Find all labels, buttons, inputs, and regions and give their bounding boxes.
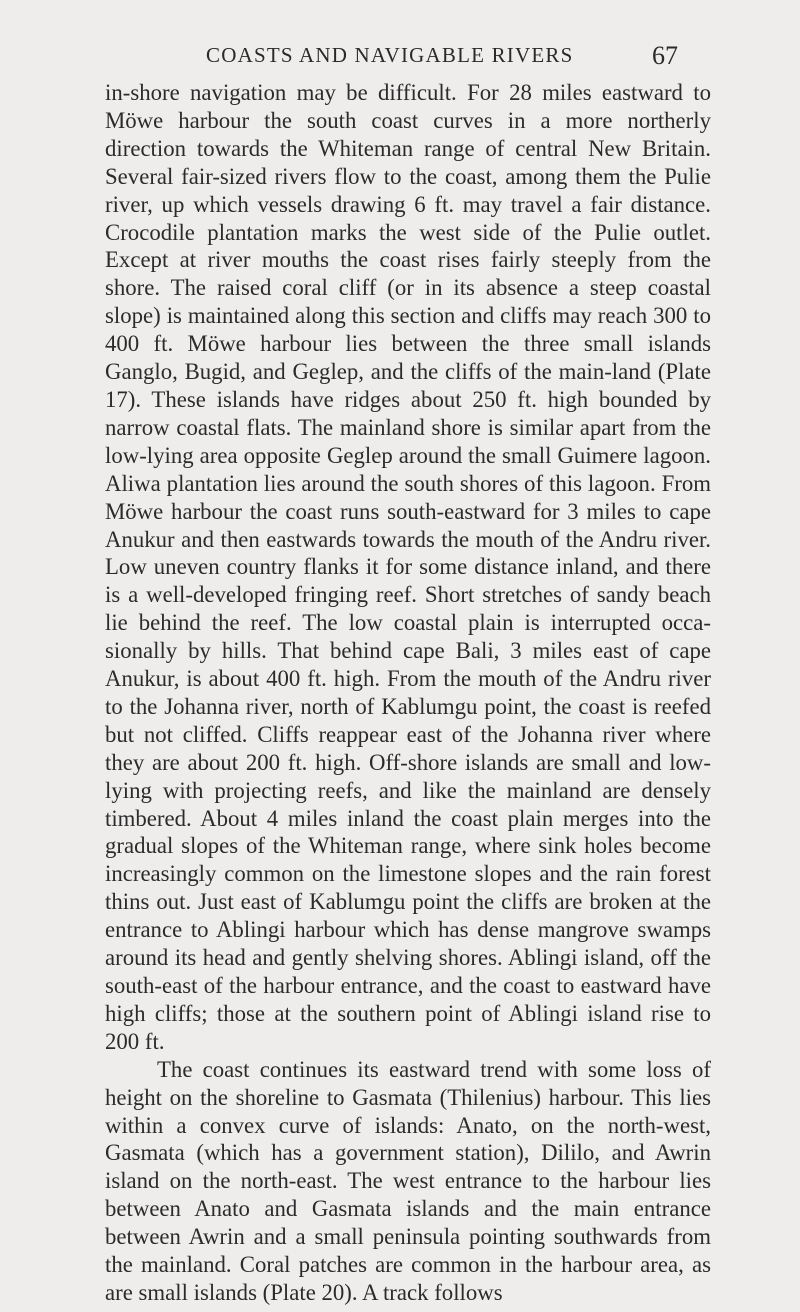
running-title: COASTS AND NAVIGABLE RIVERS: [206, 43, 574, 67]
page-number: 67: [652, 41, 678, 70]
body-text: [105, 79, 711, 1307]
running-head: [0, 43, 800, 73]
paragraph-2: The coast continues its eastward trend with some loss of height on the shoreline to Gasmata (Thilenius) harbour. This lies within a convex curve of islands: Anato, on the north-west, Gasmata (which has a government station), Dililo, and Awrin island on the north-east. The west entrance to the harbour lies between Anato and Gasmata islands and the main entrance between Awrin and a small peninsula pointing southwards from the mainland. Coral patches are common in the harbour area, as are small islands (Plate 20). A track follows: [105, 1056, 711, 1305]
paragraph-1: in-shore navigation may be difficult. For 28 miles eastward to Möwe harbour the south coast curves in a more northerly direction towards the Whiteman range of central New Britain. Several fair-sized rivers flow to the coast, among them the Pulie river, up which vessels drawing 6 ft. may travel a fair distance. Crocodile plantation marks the west side of the Pulie outlet. Except at river mouths the coast rises fairly steeply from the shore. The raised coral cliff (or in its absence a steep coastal slope) is maintained along this section and cliffs may reach 300 to 400 ft. Möwe harbour lies between the three small islands Ganglo, Bugid, and Geglep, and the cliffs of the main-land (Plate 17). These islands have ridges about 250 ft. high bounded by narrow coastal flats. The mainland shore is similar apart from the low-lying area opposite Geglep around the small Guimere lagoon. Aliwa plantation lies around the south shores of this lagoon. From Möwe harbour the coast runs south-eastward for 3 miles to cape Anukur and then eastwards towards the mouth of the Andru river. Low uneven country flanks it for some distance inland, and there is a well-developed fringing reef. Short stretches of sandy beach lie behind the reef. The low coastal plain is interrupted occa-sionally by hills. That behind cape Bali, 3 miles east of cape Anukur, is about 400 ft. high. From the mouth of the Andru river to the Johanna river, north of Kablumgu point, the coast is reefed but not cliffed. Cliffs reappear east of the Johanna river where they are about 200 ft. high. Off-shore islands are small and low-lying with projecting reefs, and like the mainland are densely timbered. About 4 miles inland the coast plain merges into the gradual slopes of the Whiteman range, where sink holes become increasingly common on the limestone slopes and the rain forest thins out. Just east of Kablumgu point the cliffs are broken at the entrance to Ablingi harbour which has dense mangrove swamps around its head and gently shelving shores. Ablingi island, off the south-east of the harbour entrance, and the coast to eastward have high cliffs; those at the southern point of Ablingi island rise to 200 ft.: [105, 80, 711, 1054]
